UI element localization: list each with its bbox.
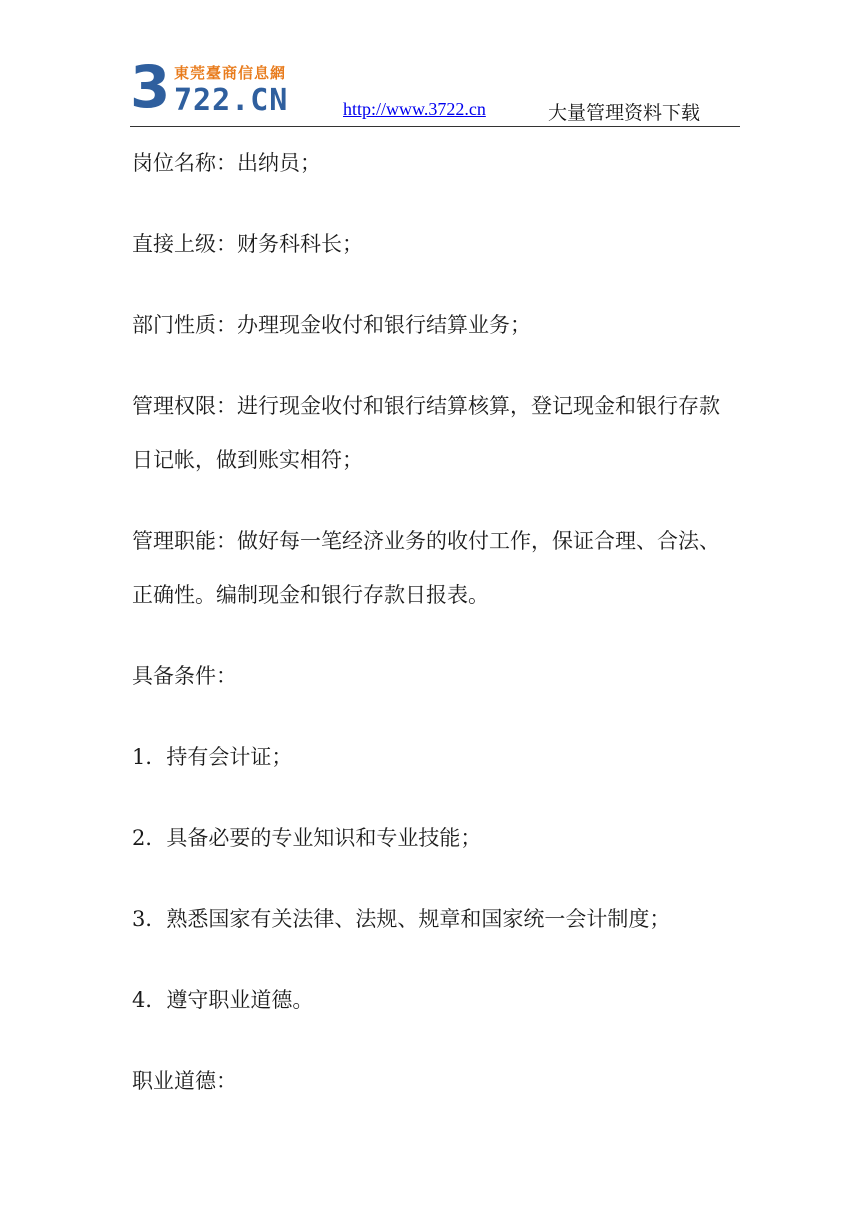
list-item: 1．持有会计证； — [132, 745, 293, 769]
logo-chinese-name: 東莞臺商信息網 — [174, 64, 287, 82]
logo-digit: 3 — [130, 53, 171, 121]
logo-domain-text: 722.CN — [174, 83, 289, 118]
list-item: 2．具备必要的专业知识和专业技能； — [132, 826, 482, 850]
paragraph-duties: 管理职能：做好每一笔经济业务的收付工作，保证合理、合法、正确性。编制现金和银行存款日报表。 — [132, 529, 720, 607]
page-header — [130, 52, 740, 127]
list-item: 3．熟悉国家有关法律、法规、规章和国家统一会计制度； — [132, 907, 671, 931]
document-body — [132, 136, 740, 1135]
paragraph-position-name: 岗位名称：出纳员； — [132, 151, 321, 175]
site-logo[interactable] — [130, 53, 310, 122]
paragraph-ethics-heading: 职业道德： — [132, 1069, 237, 1093]
paragraph-requirements-heading: 具备条件： — [132, 664, 237, 688]
site-url-link[interactable]: http://www.3722.cn — [343, 99, 486, 119]
list-item: 4．遵守职业道德。 — [132, 988, 314, 1012]
header-tagline: 大量管理资料下载 — [548, 102, 701, 124]
paragraph-authority: 管理权限：进行现金收付和银行结算核算，登记现金和银行存款日记帐，做到账实相符； — [132, 394, 720, 472]
paragraph-superior: 直接上级：财务科科长； — [132, 232, 363, 256]
paragraph-department-nature: 部门性质：办理现金收付和银行结算业务； — [132, 313, 531, 337]
